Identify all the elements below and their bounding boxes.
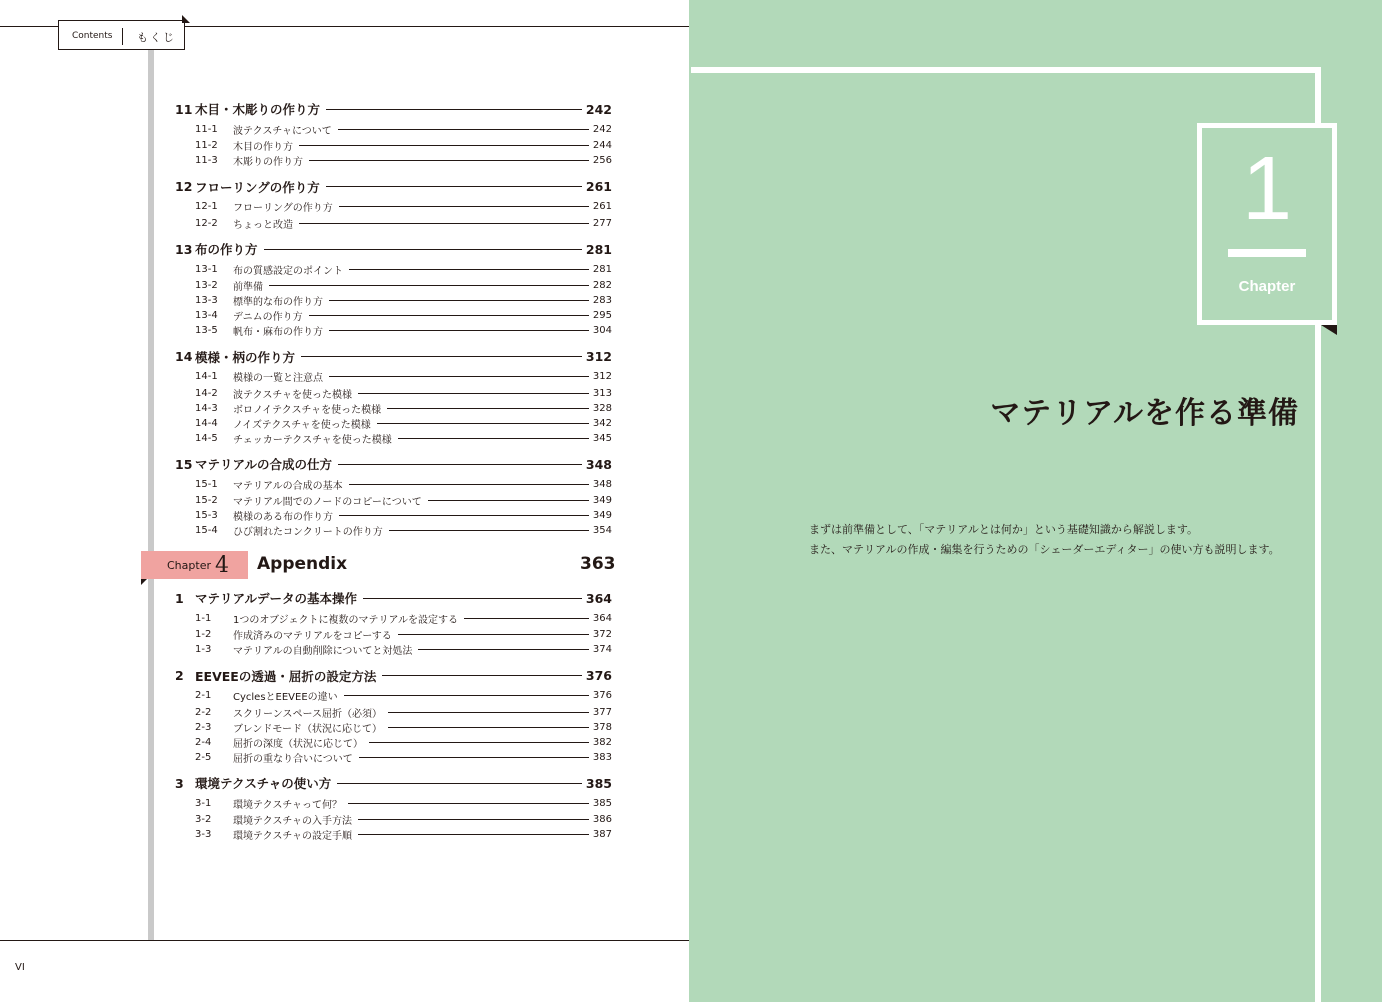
section-number: 15 <box>175 456 193 472</box>
item-number: 15-3 <box>195 510 218 521</box>
toc-item <box>195 628 612 642</box>
item-page: 349 <box>592 495 612 506</box>
section-title: マテリアルデータの基本操作 <box>195 591 358 606</box>
leader-line <box>388 712 589 713</box>
item-number: 3-1 <box>195 797 212 809</box>
chapter1-description <box>809 520 1289 560</box>
item-title: 屈折の重なり合いについて <box>233 753 353 765</box>
section-title: 木目・木彫りの作り方 <box>195 102 321 117</box>
item-title: 模様のある布の作り方 <box>233 512 333 523</box>
toc-item <box>195 611 612 625</box>
leader-line <box>338 129 589 130</box>
leader-line <box>326 186 582 187</box>
item-title: 環境テクスチャの入手方法 <box>233 816 352 827</box>
leader-line <box>349 484 589 485</box>
item-page: 374 <box>592 644 612 655</box>
item-number: 12-1 <box>195 201 218 212</box>
item-title: フローリングの作り方 <box>233 203 333 214</box>
toc-section-heading <box>175 589 612 607</box>
item-number: 3-2 <box>195 814 212 825</box>
section-page: 242 <box>585 101 612 117</box>
item-title: 前準備 <box>233 282 263 293</box>
leader-line <box>309 315 589 316</box>
toc-section-heading <box>175 240 612 258</box>
tab-corner-mark <box>182 15 190 23</box>
margin-bar <box>148 50 154 940</box>
item-page: 261 <box>592 201 612 212</box>
chapter1-number: 1 <box>1241 139 1293 239</box>
chapter4-notch <box>141 579 147 585</box>
item-title: ブレンドモード（状況に応じて） <box>233 723 382 735</box>
toc-item <box>195 509 612 523</box>
section-number: 14 <box>175 349 193 364</box>
toc-item <box>195 401 612 415</box>
leader-line <box>359 757 589 758</box>
item-number: 14-2 <box>195 387 218 399</box>
section-number: 3 <box>175 775 184 791</box>
item-page: 376 <box>592 690 612 701</box>
section-number: 1 <box>175 590 184 606</box>
item-number: 1-2 <box>195 629 212 640</box>
item-number: 11-1 <box>195 123 218 135</box>
item-number: 14-3 <box>195 402 218 414</box>
item-page: 328 <box>592 402 612 414</box>
item-number: 14-1 <box>195 371 218 382</box>
section-page: 364 <box>585 590 612 606</box>
leader-line <box>398 438 589 439</box>
item-number: 13-1 <box>195 263 218 275</box>
item-number: 1-3 <box>195 644 212 655</box>
chapter4-number: 4 <box>214 552 229 578</box>
item-page: 364 <box>592 612 612 624</box>
item-title: CyclesとEEVEEの違い <box>233 692 338 703</box>
item-number: 13-4 <box>195 310 218 321</box>
toc-item <box>195 524 612 538</box>
toc-item <box>195 370 612 384</box>
leader-line <box>329 330 589 331</box>
section-page: 281 <box>585 241 612 257</box>
item-number: 15-4 <box>195 525 218 536</box>
chapter4-label <box>141 551 248 579</box>
item-page: 342 <box>592 417 612 429</box>
item-title: 波テクスチャについて <box>233 125 332 137</box>
item-page: 244 <box>592 140 612 151</box>
toc-item <box>195 294 612 308</box>
leader-line <box>398 634 589 635</box>
item-title: 木彫りの作り方 <box>233 157 303 168</box>
item-number: 2-5 <box>195 751 212 763</box>
item-title: 布の質感設定のポイント <box>233 265 343 277</box>
item-title: 作成済みのマテリアルをコピーする <box>233 631 392 642</box>
toc-section-heading <box>175 667 612 685</box>
item-title: 屈折の深度（状況に応じて） <box>233 738 363 750</box>
leader-line <box>299 145 589 146</box>
leader-line <box>329 300 589 301</box>
leader-line <box>388 727 589 728</box>
item-title: 環境テクスチャって何？ <box>233 799 342 811</box>
leader-line <box>418 649 589 650</box>
item-title: 波テクスチャを使った模様 <box>233 389 352 401</box>
item-page: 386 <box>592 814 612 825</box>
contents-label-en: Contents <box>72 31 113 41</box>
chapter1-box <box>1197 123 1337 325</box>
leader-line <box>299 223 589 224</box>
section-page: 261 <box>585 179 612 194</box>
leader-line <box>329 376 589 377</box>
leader-line <box>337 783 582 784</box>
leader-line <box>339 515 589 516</box>
leader-line <box>363 598 582 599</box>
toc-section-heading <box>175 348 612 366</box>
item-title: デニムの作り方 <box>233 312 303 323</box>
section-page: 348 <box>585 456 612 472</box>
item-page: 281 <box>592 263 612 275</box>
item-title: ノイズテクスチャを使った模様 <box>233 419 371 431</box>
item-page: 378 <box>592 721 612 733</box>
tab-divider <box>122 28 123 45</box>
leader-line <box>344 695 589 696</box>
toc-section-heading <box>175 178 612 196</box>
bottom-rule <box>0 940 689 941</box>
chapter4-page: 363 <box>580 554 616 574</box>
leader-line <box>348 803 589 804</box>
right-page <box>689 0 1382 1002</box>
section-number: 11 <box>175 101 193 117</box>
section-page: 376 <box>585 668 612 683</box>
item-number: 3-3 <box>195 829 212 840</box>
description-line-1: まずは前準備として、「マテリアルとは何か」という基礎知識から解説します。 <box>809 523 1198 536</box>
item-number: 11-2 <box>195 140 218 151</box>
item-title: 木目の作り方 <box>233 142 293 153</box>
section-title: 模様・柄の作り方 <box>195 349 296 365</box>
item-page: 354 <box>592 525 612 536</box>
toc-item <box>195 386 612 400</box>
item-page: 295 <box>592 310 612 321</box>
leader-line <box>382 675 582 676</box>
toc-item <box>195 828 612 842</box>
toc-item <box>195 279 612 293</box>
leader-line <box>428 500 589 501</box>
item-page: 387 <box>592 829 612 840</box>
leader-line <box>464 618 589 619</box>
item-page: 382 <box>592 736 612 748</box>
item-title: マテリアル間でのノードのコピーについて <box>233 497 422 508</box>
toc-item <box>195 720 612 734</box>
item-title: 1つのオブジェクトに複数のマテリアルを設定する <box>233 614 459 626</box>
toc-item <box>195 643 612 657</box>
section-title: フローリングの作り方 <box>195 179 320 195</box>
item-title: マテリアルの合成の基本 <box>233 480 343 492</box>
toc-item <box>195 813 612 827</box>
toc-item <box>195 796 612 810</box>
item-number: 15-1 <box>195 478 218 490</box>
section-number: 2 <box>175 668 184 683</box>
item-page: 349 <box>592 510 612 521</box>
contents-label-jp: もくじ <box>137 31 176 44</box>
item-number: 2-3 <box>195 721 212 733</box>
section-title: 布の作り方 <box>195 242 258 257</box>
toc-item <box>195 705 612 719</box>
leader-line <box>339 206 589 207</box>
section-page: 312 <box>585 349 612 364</box>
item-page: 242 <box>592 123 612 135</box>
leader-line <box>387 408 589 409</box>
section-title: マテリアルの合成の仕方 <box>195 457 333 472</box>
item-number: 13-3 <box>195 295 218 306</box>
toc-section-heading <box>175 100 612 118</box>
item-page: 312 <box>592 371 612 382</box>
section-title: EEVEEの透過・屈折の設定方法 <box>195 668 377 684</box>
item-page: 313 <box>592 387 612 399</box>
item-page: 385 <box>592 797 612 809</box>
toc-item <box>195 494 612 508</box>
toc-item <box>195 200 612 214</box>
item-title: ひび割れたコンクリートの作り方 <box>233 527 383 538</box>
item-page: 377 <box>592 706 612 718</box>
item-title: 環境テクスチャの設定手順 <box>233 831 352 842</box>
toc-item <box>195 416 612 430</box>
chapter4-label-text: Chapter <box>167 558 211 572</box>
description-line-2: また、マテリアルの作成・編集を行うための「シェーダーエディター」の使い方も説明します。 <box>809 543 1280 556</box>
leader-line <box>338 464 582 465</box>
leader-line <box>358 393 589 394</box>
toc-item <box>195 139 612 153</box>
item-number: 12-2 <box>195 217 218 229</box>
item-page: 372 <box>592 629 612 640</box>
item-title: 模様の一覧と注意点 <box>233 373 323 384</box>
item-number: 2-1 <box>195 690 212 701</box>
item-title: チェッカーテクスチャを使った模様 <box>233 434 392 446</box>
leader-line <box>358 834 589 835</box>
chapter1-notch <box>1321 325 1337 335</box>
item-page: 277 <box>592 217 612 229</box>
toc-item <box>195 216 612 230</box>
leader-line <box>369 742 589 743</box>
leader-line <box>301 356 582 357</box>
item-number: 14-5 <box>195 432 218 444</box>
section-number: 12 <box>175 179 193 194</box>
chapter1-label: Chapter <box>1238 278 1296 295</box>
item-number: 13-2 <box>195 280 218 291</box>
toc-item <box>195 324 612 338</box>
toc-item <box>195 431 612 445</box>
item-page: 383 <box>592 751 612 763</box>
section-number: 13 <box>175 241 193 257</box>
toc-item <box>195 477 612 491</box>
item-page: 282 <box>592 280 612 291</box>
toc-section-heading <box>175 774 612 792</box>
item-number: 14-4 <box>195 417 218 429</box>
leader-line <box>377 423 589 424</box>
chapter1-bar <box>1228 249 1306 257</box>
left-page <box>0 0 689 1002</box>
item-title: ちょっと改造 <box>233 219 293 231</box>
leader-line <box>349 269 589 270</box>
leader-line <box>326 109 582 110</box>
item-title: ボロノイテクスチャを使った模様 <box>233 404 382 416</box>
item-number: 15-2 <box>195 495 218 506</box>
item-title: 標準的な布の作り方 <box>233 297 323 308</box>
item-page: 345 <box>592 432 612 444</box>
leader-line <box>309 160 589 161</box>
item-page: 304 <box>592 325 612 336</box>
toc-item <box>195 689 612 703</box>
toc-section-heading <box>175 455 612 473</box>
toc-item <box>195 309 612 323</box>
frame-top-line <box>691 67 1321 73</box>
chapter1-title: マテリアルを作る準備 <box>990 396 1299 431</box>
item-title: 帆布・麻布の作り方 <box>233 327 323 338</box>
toc-item <box>195 122 612 136</box>
section-title: 環境テクスチャの使い方 <box>195 776 332 791</box>
item-number: 2-4 <box>195 736 212 748</box>
item-title: スクリーンスペース屈折（必須） <box>233 708 382 720</box>
toc-item <box>195 262 612 276</box>
item-number: 11-3 <box>195 155 218 166</box>
leader-line <box>358 819 589 820</box>
toc-item <box>195 735 612 749</box>
item-title: マテリアルの自動削除についてと対処法 <box>233 646 413 657</box>
leader-line <box>264 249 582 250</box>
page-folio: VI <box>15 962 25 973</box>
item-page: 256 <box>592 155 612 166</box>
leader-line <box>269 285 589 286</box>
section-page: 385 <box>585 775 612 791</box>
chapter4-title: Appendix <box>257 554 348 574</box>
contents-tab <box>58 20 185 50</box>
item-number: 2-2 <box>195 706 212 718</box>
item-page: 348 <box>592 478 612 490</box>
item-number: 13-5 <box>195 325 218 336</box>
toc-item <box>195 750 612 764</box>
item-page: 283 <box>592 295 612 306</box>
toc-item <box>195 154 612 168</box>
item-number: 1-1 <box>195 612 212 624</box>
leader-line <box>389 530 589 531</box>
